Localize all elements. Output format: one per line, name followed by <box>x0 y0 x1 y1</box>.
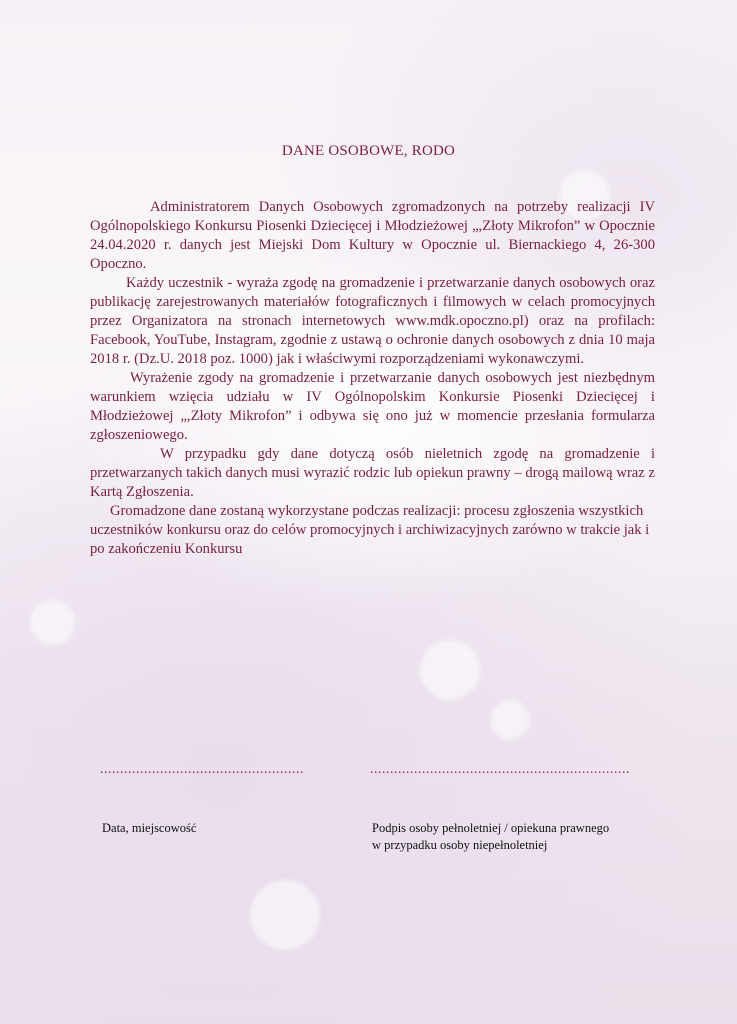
paragraph-usage: Gromadzone dane zostaną wykorzystane podczas realizacji: procesu zgłoszenia wszystkich uczestników konkursu oraz do celów promocyjnych i archiwizacyjnych zarówno w trakcie jak i po zakończeniu Konkursu <box>90 503 650 557</box>
date-location-label: Data, miejscowość <box>102 821 197 835</box>
page-title: DANE OSOBOWE, RODO <box>281 143 456 159</box>
paragraph-minors: W przypadku gdy dane dotyczą osób nieletnich zgodę na gromadzenie i przetwarzanych takich danych musi wyrazić rodzic lub opiekun prawny – drogą mailową wraz z Kartą Zgłoszenia. <box>90 446 655 500</box>
paragraph-administrator: Administratorem Danych Osobowych zgromadzonych na potrzeby realizacji IV Ogólnopolskiego Konkursu Piosenki Dziecięcej i Młodzieżowej „,Złoty Mikrofon” w Opocznie 24.04.2020 r. danych jest Miejski Dom Kultury w Opocznie ul. Biernackiego 4, 26-300 Opoczno. <box>90 199 655 272</box>
bokeh-decoration <box>30 600 75 645</box>
paragraph-consent: Każdy uczestnik - wyraża zgodę na gromadzenie i przetwarzanie danych osobowych oraz publikację zarejestrowanych materiałów fotograficznych i filmowych w celach promocyjnych przez Organizatora na stronach internetowych www.mdk.opoczno.pl) oraz na profilach: Facebook, YouTube, Instagram, zgodnie z ustawą o ochronie danych osobowych z dnia 10 maja 2018 r. (Dz.U. 2018 poz. 1000) jak i właściwymi rozporządzeniami wykonawczymi. <box>90 275 655 367</box>
signature-label-line1: Podpis osoby pełnoletniej / opiekuna prawnego <box>372 821 610 835</box>
paragraph-requirement: Wyrażenie zgody na gromadzenie i przetwarzanie danych osobowych jest niezbędnym warunkiem wzięcia udziału w IV Ogólnopolskim Konkursie Piosenki Dziecięcej i Młodzieżowej „,Złoty Mikrofon” i odbywa się ono już w momencie przesłania formularza zgłoszeniowego. <box>90 370 655 443</box>
bokeh-decoration <box>490 700 530 740</box>
date-signature-line: ................................................... <box>100 762 304 777</box>
signature-label <box>372 820 609 854</box>
bokeh-decoration <box>250 880 320 950</box>
signature-label-line2: w przypadku osoby niepełnoletniej <box>372 838 548 852</box>
document-body <box>90 198 655 559</box>
parent-signature-line: ................................................................. <box>370 762 630 777</box>
bokeh-decoration <box>420 640 480 700</box>
